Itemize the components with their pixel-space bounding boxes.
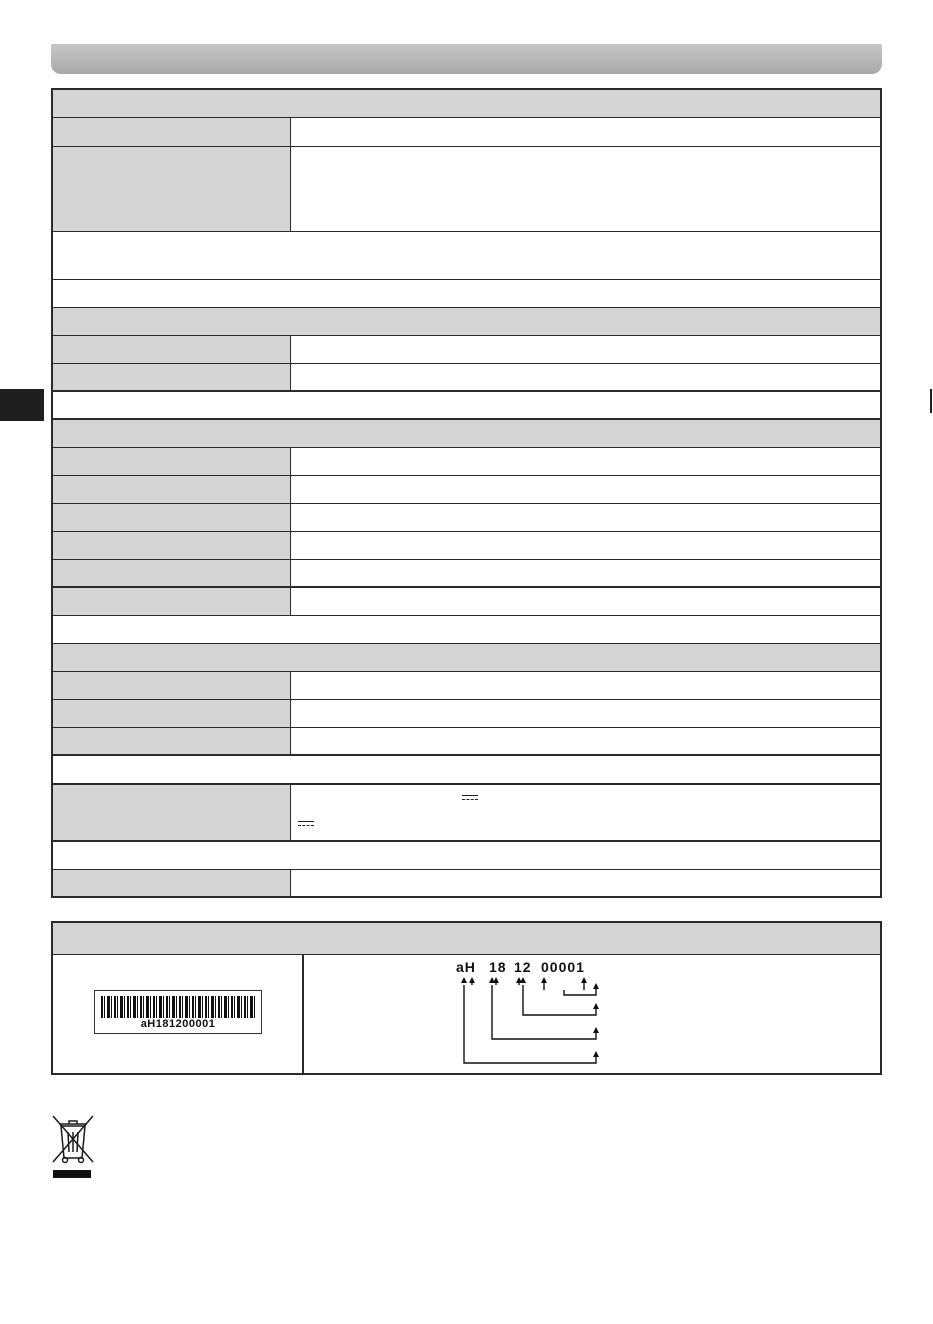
note-row xyxy=(51,232,882,280)
barcode-number: aH181200001 xyxy=(140,1018,216,1030)
spec-row xyxy=(51,336,882,364)
serial-number: 00001 xyxy=(541,959,585,975)
serial-breakdown xyxy=(304,955,880,1073)
serial-pointer-lines xyxy=(304,955,884,1073)
spec-row xyxy=(51,448,882,476)
margin-mark xyxy=(930,389,932,413)
spec-row xyxy=(51,700,882,728)
serial-year: 18 xyxy=(489,959,507,975)
dc-symbol-icon xyxy=(462,795,478,801)
specifications-table xyxy=(51,88,882,898)
section-header-row xyxy=(51,90,882,118)
spec-row xyxy=(51,118,882,147)
note-row xyxy=(51,280,882,308)
spec-row xyxy=(51,560,882,588)
section-header-row xyxy=(51,644,882,672)
language-side-tab xyxy=(0,389,44,421)
page-header-bar xyxy=(51,44,882,74)
spec-row xyxy=(51,476,882,504)
barcode-label xyxy=(94,990,262,1034)
serial-month: 12 xyxy=(514,959,532,975)
barcode-icon xyxy=(101,996,255,1018)
spec-row xyxy=(51,588,882,616)
spec-row xyxy=(51,672,882,700)
dc-symbol-icon xyxy=(298,821,314,827)
note-row xyxy=(51,842,882,870)
note-row xyxy=(51,392,882,420)
section-header-row xyxy=(51,308,882,336)
power-spec-row xyxy=(51,785,882,842)
spec-row xyxy=(51,364,882,392)
spec-row xyxy=(51,870,882,898)
spec-row xyxy=(51,532,882,560)
serial-prefix: aH xyxy=(456,959,476,975)
spec-row xyxy=(51,147,882,232)
serial-header xyxy=(53,923,880,955)
note-row xyxy=(51,616,882,644)
spec-row xyxy=(51,728,882,756)
weee-bin-icon xyxy=(51,1114,95,1180)
serial-number-panel xyxy=(51,921,882,1075)
spec-row xyxy=(51,504,882,532)
section-header-row xyxy=(51,420,882,448)
note-row xyxy=(51,756,882,785)
